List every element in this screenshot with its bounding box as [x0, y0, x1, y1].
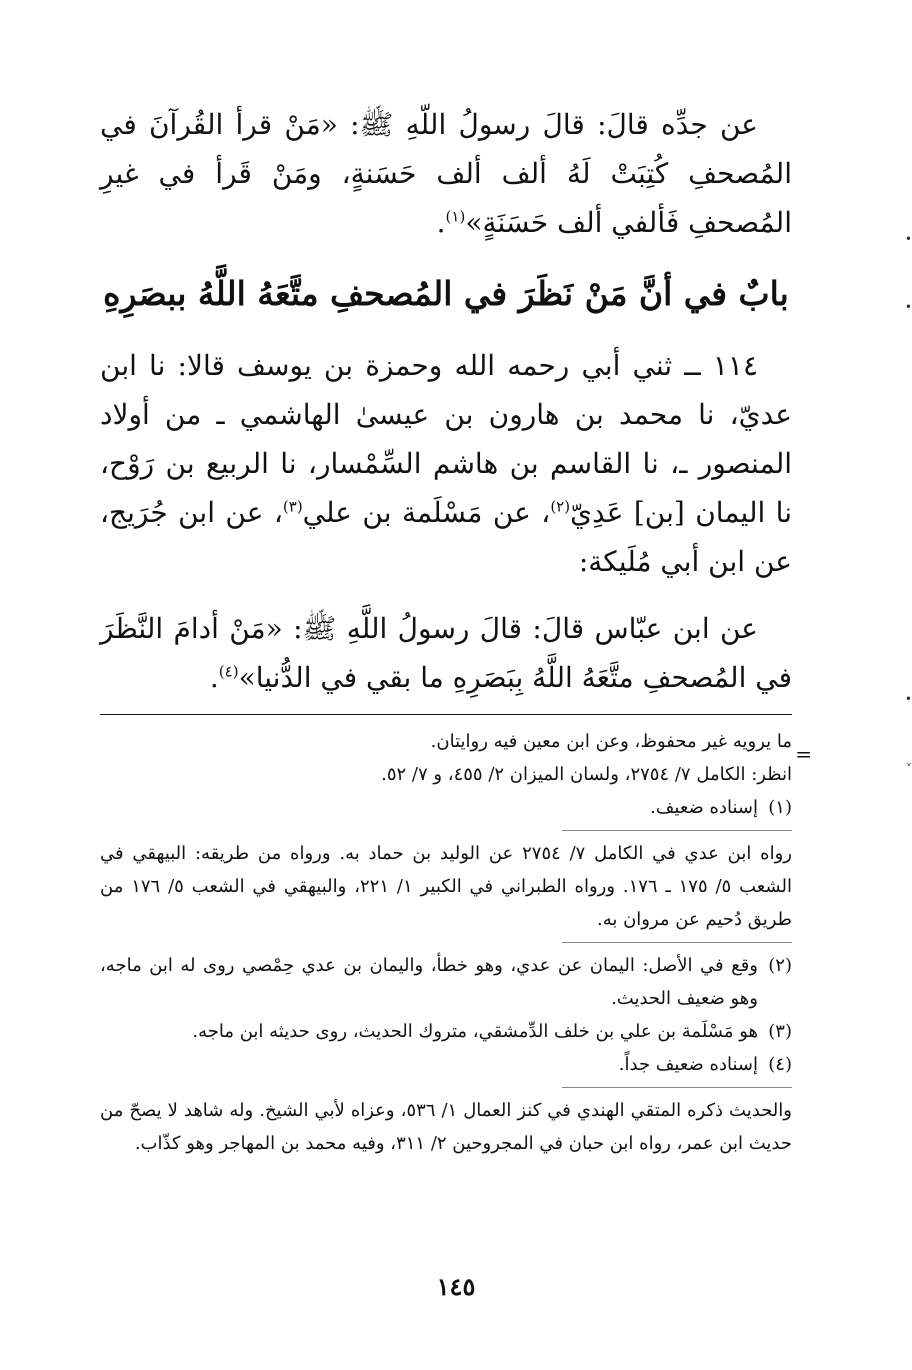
main-hadith — [100, 604, 792, 702]
footnote-divider — [100, 714, 792, 715]
footnote-continuation-1: ما يرويه غير محفوظ، وعن ابن معين فيه روايتان. — [430, 731, 792, 752]
footnote-2 — [100, 949, 792, 1015]
footnote-3 — [100, 1015, 792, 1048]
spacer — [100, 586, 792, 604]
opening-hadith — [100, 100, 792, 247]
footnote-ref-3: (٣) — [282, 497, 303, 516]
footnote-text: وقع في الأصل: اليمان عن عدي، وهو خطأ، واليمان بن عدي حِمْصي روى له ابن ماجه، وهو ضعيف الحديث. — [100, 955, 758, 1009]
continuation-mark: = — [795, 742, 812, 766]
margin-tick: ˅ — [906, 762, 912, 776]
footnote-continuation-2: انظر: الكامل ٧/ ٢٧٥٤، ولسان الميزان ٢/ ٤٥٥، و ٧/ ٥٢. — [381, 764, 792, 785]
footnote-number: (٤) — [768, 1054, 792, 1075]
footnotes — [100, 725, 792, 1160]
footnote-number: (١) — [768, 797, 792, 818]
isnad-paragraph — [100, 341, 792, 586]
opening-hadith-end: . — [436, 206, 446, 239]
margin-dot: • — [904, 232, 912, 246]
footnote-number: (٣) — [768, 1021, 792, 1042]
main-hadith-text: عن ابن عبّاس قالَ: قالَ رسولُ اللَّهِ ﷺ: «مَنْ أدامَ النَّظَرَ في المُصحفِ متَّعَهُ اللَّهُ بِبَصَرِهِ ما بقي في الدُّنيا» — [100, 612, 792, 694]
footnote-text: إسناده ضعيف جداً. — [618, 1054, 758, 1075]
footnote-text: هو مَسْلَمة بن علي بن خلف الدِّمشقي، متروك الحديث، روى حديثه ابن ماجه. — [192, 1021, 758, 1042]
footnote-text: إسناده ضعيف. — [650, 797, 758, 818]
main-hadith-end: . — [209, 661, 219, 694]
footnote-ref-4: (٤) — [218, 662, 239, 681]
footnote-4 — [100, 1048, 792, 1081]
footnote-1 — [100, 791, 792, 824]
isnad-text-b: ، عن مَسْلَمة بن علي — [302, 496, 551, 529]
footnote-1-detail: رواه ابن عدي في الكامل ٧/ ٢٧٥٤ عن الوليد بن حماد به. ورواه من طريقه: البيهقي في الشعب ٥/ ١٧٥ ـ ١٧٦. ورواه الطبراني في الكبير ١/ ٢٢١، والبيهقي في الشعب ٥/ ١٧٦ من طريق دُحيم عن مروان به. — [100, 843, 792, 930]
footnote-number: (٢) — [768, 955, 792, 976]
margin-dot: • — [904, 692, 912, 706]
isnad-text-c: ، عن ابن جُرَيج، عن ابن أبي مُلَيكة: — [100, 496, 792, 578]
footnote-separator — [562, 942, 792, 943]
page-body — [100, 100, 792, 1160]
footnote-ref-2: (٢) — [550, 497, 571, 516]
footnote-separator — [562, 1087, 792, 1088]
footnote-ref-1: (١) — [445, 207, 466, 226]
footnote-separator — [562, 830, 792, 831]
chapter-heading: بابٌ في أنَّ مَنْ نَظَرَ في المُصحفِ متَّعَهُ اللَّهُ ببصَرِهِ — [103, 274, 789, 313]
footnote-4-detail: والحديث ذكره المتقي الهندي في كنز العمال ١/ ٥٣٦، وعزاه لأبي الشيخ. وله شاهد لا يصحّ من حديث ابن عمر، رواه ابن حبان في المجروحين ٢/ ٣١١، وفيه محمد بن المهاجر وهو كذّاب. — [100, 1100, 792, 1154]
page-number: ١٤٥ — [436, 1272, 476, 1301]
opening-hadith-text: عن جدِّه قالَ: قالَ رسولُ اللّهِ ﷺ: «مَنْ قرأ القُرآنَ في المُصحفِ كُتِبَتْ لَهُ ألف ألف حَسَنةٍ، ومَنْ قَرأ في غيرِ المُصحفِ فَألفي ألف حَسَنَةٍ» — [100, 108, 792, 239]
margin-dot: • — [904, 300, 912, 314]
isnad-text-a: ١١٤ ــ ثني أبي رحمه الله وحمزة بن يوسف قالا: نا ابن عديّ، نا محمد بن هارون بن عيسىٰ الهاشمي ـ من أولاد المنصور ـ، نا القاسم بن هاشم السِّمْسار، نا الربيع بن رَوْح، نا اليمان [بن] عَدِيّ — [100, 349, 793, 529]
